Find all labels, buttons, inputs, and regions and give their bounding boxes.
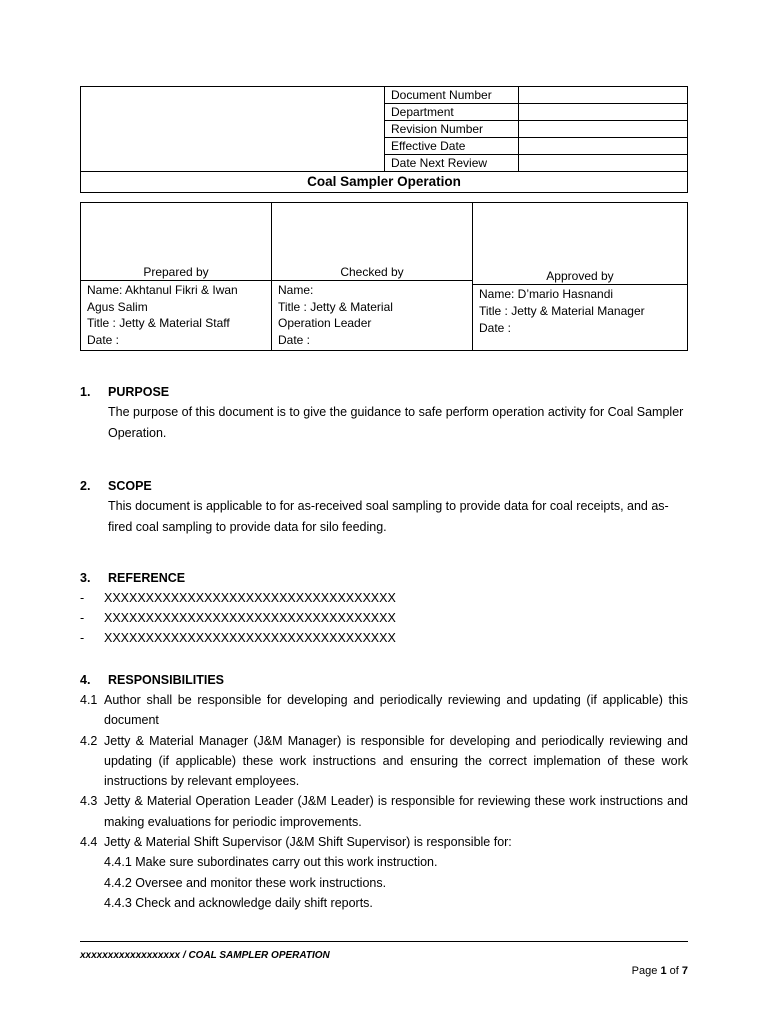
prepared-by-label: Prepared by <box>81 264 271 281</box>
responsibility-text: Jetty & Material Shift Supervisor (J&M Shift Supervisor) is responsible for: <box>104 835 512 850</box>
responsibility-text: Jetty & Material Manager (J&M Manager) is responsible for developing and periodically reviewing and updating (if applicable) these work instructions and ensuring the correct implemation of these work instructions by relevant employees. <box>104 733 688 789</box>
reference-item: - XXXXXXXXXXXXXXXXXXXXXXXXXXXXXXXXXXX <box>80 628 688 648</box>
responsibility-item <box>80 690 688 731</box>
responsibility-text: Author shall be responsible for developing and periodically reviewing and updating (if applicable) this document <box>104 693 688 728</box>
responsibilities-heading: RESPONSIBILITIES <box>108 673 224 687</box>
purpose-section <box>80 382 688 443</box>
reference-item-text: XXXXXXXXXXXXXXXXXXXXXXXXXXXXXXXXXXX <box>104 591 396 605</box>
meta-value-department <box>519 104 687 120</box>
responsibility-sub-item: 4.4.1 Make sure subordinates carry out this work instruction. <box>104 855 438 870</box>
approved-by-column <box>473 203 687 350</box>
page-current: 1 <box>660 965 667 977</box>
meta-label-date-next-review: Date Next Review <box>385 155 519 171</box>
scope-heading: SCOPE <box>108 479 152 493</box>
prepared-title: Title : Jetty & Material Staff <box>87 316 230 331</box>
document-header-table <box>80 86 688 193</box>
meta-value-revision-number <box>519 121 687 137</box>
reference-number: 3. <box>80 571 91 585</box>
scope-text: This document is applicable to for as-received soal sampling to provide data for coal receipts, and as-fired coal sampling to provide data for silo feeding. <box>108 499 669 534</box>
responsibility-item <box>80 731 688 792</box>
responsibilities-number: 4. <box>80 673 91 687</box>
reference-item-text: XXXXXXXXXXXXXXXXXXXXXXXXXXXXXXXXXXX <box>104 631 396 645</box>
purpose-heading: PURPOSE <box>108 385 170 399</box>
meta-value-document-number <box>519 87 687 103</box>
page-prefix: Page <box>631 965 658 977</box>
meta-value-effective-date <box>519 138 687 154</box>
reference-heading: REFERENCE <box>108 571 186 585</box>
responsibility-text: Jetty & Material Operation Leader (J&M Leader) is responsible for reviewing these work instructions and making evaluations for periodic improvements. <box>104 794 688 829</box>
meta-label-effective-date: Effective Date <box>385 138 519 154</box>
reference-item: - XXXXXXXXXXXXXXXXXXXXXXXXXXXXXXXXXXX <box>80 588 688 608</box>
responsibility-number: 4.1 <box>80 693 98 707</box>
approved-name: Name: D’mario Hasnandi <box>479 287 614 301</box>
footer-divider <box>80 941 688 942</box>
reference-item: - XXXXXXXXXXXXXXXXXXXXXXXXXXXXXXXXXXX <box>80 608 688 628</box>
checked-signature-area <box>272 203 472 264</box>
approved-title: Title : Jetty & Material Manager <box>479 303 645 318</box>
responsibility-number: 4.3 <box>80 794 98 809</box>
checked-date: Date : <box>278 333 311 348</box>
meta-label-department: Department <box>385 104 519 120</box>
responsibilities-section <box>80 670 688 913</box>
scope-section <box>80 476 688 537</box>
prepared-name: Name: Akhtanul Fikri & Iwan <box>87 282 238 297</box>
approved-by-label: Approved by <box>473 268 687 285</box>
prepared-by-column <box>81 203 272 350</box>
logo-area <box>81 87 385 171</box>
page-total: 7 <box>681 965 688 977</box>
page-of: of <box>669 965 679 977</box>
approved-signature-area <box>473 203 687 268</box>
scope-number: 2. <box>80 479 91 493</box>
checked-title-cont: Operation Leader <box>278 316 372 331</box>
approved-date: Date : <box>479 320 512 335</box>
prepared-date: Date : <box>87 333 120 348</box>
purpose-text: The purpose of this document is to give the guidance to safe perform operation activity for Coal Sampler Operation. <box>108 405 684 440</box>
checked-name: Name: <box>278 282 314 297</box>
responsibility-sub-item: 4.4.2 Oversee and monitor these work instructions. <box>104 875 387 890</box>
responsibility-number: 4.2 <box>80 733 98 748</box>
checked-by-label: Checked by <box>272 264 472 281</box>
reference-section <box>80 568 688 648</box>
responsibility-item <box>80 832 688 852</box>
approval-table <box>80 202 688 351</box>
prepared-signature-area <box>81 203 271 264</box>
meta-value-date-next-review <box>519 155 687 171</box>
checked-by-column <box>272 203 473 350</box>
responsibility-item <box>80 791 688 832</box>
footer-document-label: xxxxxxxxxxxxxxxxxx / COAL SAMPLER OPERATION <box>80 950 330 961</box>
responsibility-number: 4.4 <box>80 835 98 850</box>
reference-item-text: XXXXXXXXXXXXXXXXXXXXXXXXXXXXXXXXXXX <box>104 611 396 625</box>
meta-label-document-number: Document Number <box>385 87 519 103</box>
purpose-number: 1. <box>80 385 91 399</box>
checked-title: Title : Jetty & Material <box>278 299 393 314</box>
responsibility-sub-item: 4.4.3 Check and acknowledge daily shift reports. <box>104 895 373 910</box>
meta-label-revision-number: Revision Number <box>385 121 519 137</box>
page-indicator <box>632 965 688 977</box>
document-meta <box>385 87 687 171</box>
prepared-name-cont: Agus Salim <box>87 299 148 314</box>
document-title: Coal Sampler Operation <box>307 174 461 189</box>
